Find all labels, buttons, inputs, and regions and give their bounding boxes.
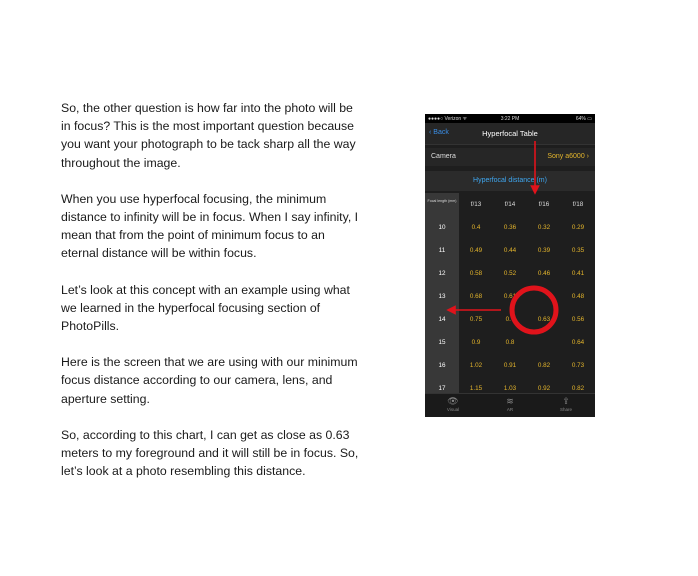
tab-label: Visual bbox=[446, 407, 460, 412]
clock: 3:22 PM bbox=[500, 115, 520, 122]
screen-title: Hyperfocal Table bbox=[482, 129, 538, 138]
focal-length-cell: 10 bbox=[425, 216, 459, 239]
distance-cell: 0.52 bbox=[503, 270, 517, 277]
distance-cell: 0.41 bbox=[571, 270, 585, 277]
distance-cell: 0.91 bbox=[503, 362, 517, 369]
paragraph-1: So, the other question is how far into the photo will be in focus? This is the most important question because you want your photograph to be tack sharp all the way throughout the image. bbox=[61, 101, 356, 170]
distance-cell: 0.68 bbox=[469, 293, 483, 300]
share-icon: ⇪ bbox=[562, 396, 570, 406]
hyperfocal-table bbox=[425, 193, 595, 400]
status-bar bbox=[425, 114, 595, 123]
tab-bar bbox=[425, 393, 595, 417]
distance-cell: 1.03 bbox=[503, 385, 517, 392]
distance-cell: 0.92 bbox=[537, 385, 551, 392]
distance-cell: 0.63 bbox=[537, 316, 551, 323]
column-header: f/13 bbox=[470, 201, 482, 208]
distance-cell: 0.29 bbox=[571, 224, 585, 231]
distance-cell: 0.82 bbox=[571, 385, 585, 392]
distance-cell: 0.39 bbox=[537, 247, 551, 254]
table-row bbox=[425, 216, 595, 239]
distance-cell: 0.56 bbox=[571, 316, 585, 323]
distance-cell: 0.7 bbox=[505, 316, 515, 323]
focal-length-cell: 14 bbox=[425, 308, 459, 331]
article-text bbox=[61, 99, 361, 498]
distance-cell: 0.82 bbox=[537, 362, 551, 369]
distance-cell bbox=[527, 285, 561, 308]
distance-cell: 1.15 bbox=[469, 385, 483, 392]
focal-length-cell: 16 bbox=[425, 354, 459, 377]
distance-cell: 0.64 bbox=[571, 339, 585, 346]
battery: 64% ▭ bbox=[575, 115, 592, 122]
column-header: f/18 bbox=[572, 201, 584, 208]
distance-cell: 0.9 bbox=[471, 339, 481, 346]
distance-cell: 0.4 bbox=[471, 224, 481, 231]
phone-screenshot bbox=[425, 114, 595, 417]
nav-bar bbox=[425, 123, 595, 145]
paragraph-3: Let’s look at this concept with an example using what we learned in the hyperfocal focusing section of PhotoPills. bbox=[61, 282, 350, 334]
column-header: f/14 bbox=[504, 201, 516, 208]
table-row bbox=[425, 308, 595, 331]
camera-row[interactable] bbox=[425, 148, 595, 166]
tab-label: AR bbox=[506, 407, 514, 412]
distance-cell: 0.36 bbox=[503, 224, 517, 231]
table-row bbox=[425, 331, 595, 354]
ar-icon: ≋ bbox=[506, 396, 514, 406]
distance-cell: 0.44 bbox=[503, 247, 517, 254]
focal-length-cell: 12 bbox=[425, 262, 459, 285]
focal-length-cell: 15 bbox=[425, 331, 459, 354]
camera-label: Camera bbox=[431, 153, 456, 160]
table-title: Hyperfocal distance (m) bbox=[473, 177, 547, 184]
distance-cell: 0.61 bbox=[503, 293, 517, 300]
distance-cell: 0.49 bbox=[469, 247, 483, 254]
eye-icon: 👁 bbox=[447, 396, 459, 406]
tab-visual[interactable] bbox=[433, 396, 473, 412]
distance-cell bbox=[527, 331, 561, 354]
distance-cell: 0.35 bbox=[571, 247, 585, 254]
tab-share[interactable] bbox=[546, 396, 586, 412]
table-body bbox=[425, 216, 595, 400]
column-header: Focal length (mm) bbox=[425, 193, 459, 216]
column-header: f/16 bbox=[538, 201, 550, 208]
distance-cell: 0.48 bbox=[571, 293, 585, 300]
camera-value: Sony a6000 › bbox=[547, 153, 589, 160]
table-row bbox=[425, 354, 595, 377]
distance-cell: 0.8 bbox=[505, 339, 515, 346]
tab-ar[interactable] bbox=[490, 396, 530, 412]
back-label: Back bbox=[433, 129, 449, 136]
paragraph-5: So, according to this chart, I can get as close as 0.63 meters to my foreground and it will still be in focus. So, let’s look at a photo resembling this distance. bbox=[61, 427, 359, 479]
table-header bbox=[425, 171, 595, 191]
table-row bbox=[425, 262, 595, 285]
distance-cell: 0.58 bbox=[469, 270, 483, 277]
distance-cell: 0.75 bbox=[469, 316, 483, 323]
tab-label: Share bbox=[559, 407, 572, 412]
distance-cell: 0.73 bbox=[571, 362, 585, 369]
focal-length-cell: 17 bbox=[425, 377, 459, 400]
focal-length-cell: 13 bbox=[425, 285, 459, 308]
distance-cell: 0.32 bbox=[537, 224, 551, 231]
paragraph-4: Here is the screen that we are using with our minimum focus distance according to our camera, lens, and aperture setting. bbox=[61, 355, 358, 406]
back-button[interactable]: ‹ Back bbox=[429, 129, 449, 136]
column-header-row bbox=[425, 193, 595, 216]
distance-cell: 0.46 bbox=[537, 270, 551, 277]
carrier: ●●●●○ Verizon ᯤ bbox=[428, 115, 468, 122]
paragraph-2: When you use hyperfocal focusing, the minimum distance to infinity will be in focus. When I say infinity, I mean that from the point of minimum focus to an eternal distance will be within focus. bbox=[61, 191, 359, 261]
table-row bbox=[425, 239, 595, 262]
distance-cell: 1.02 bbox=[469, 362, 483, 369]
table-row bbox=[425, 285, 595, 308]
focal-length-cell: 11 bbox=[425, 239, 459, 262]
